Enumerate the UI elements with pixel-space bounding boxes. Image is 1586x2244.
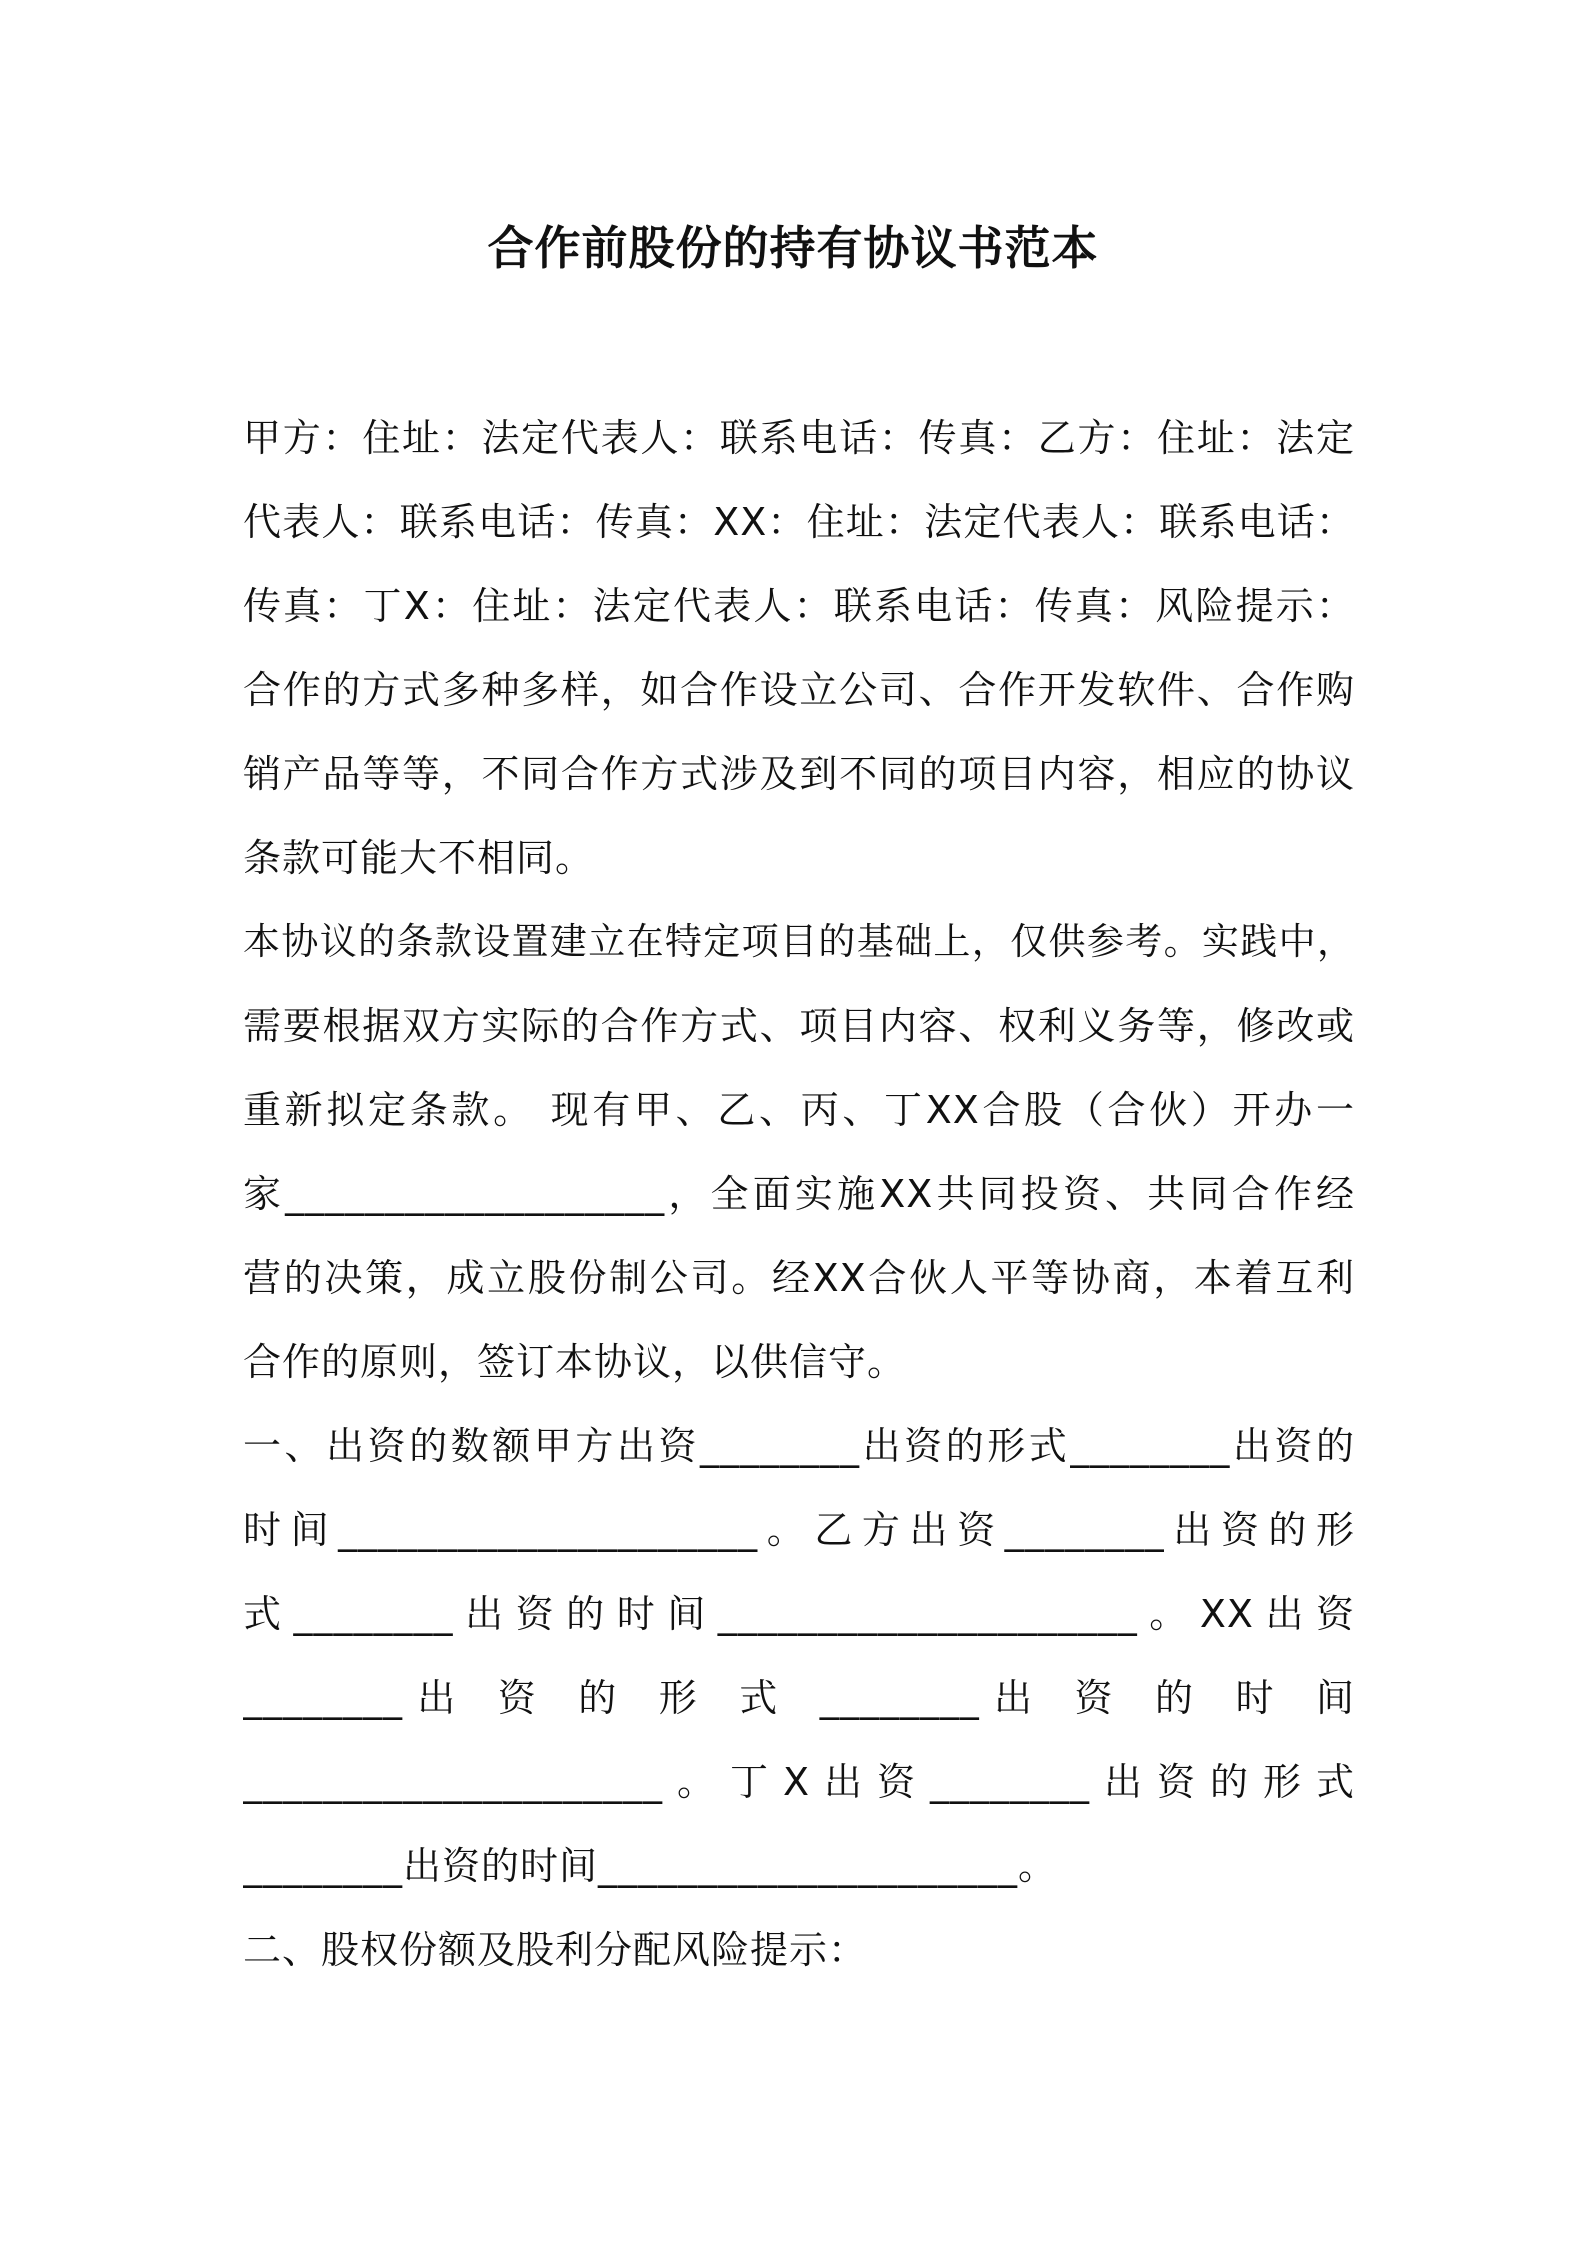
- body-line-1: 甲方：住址：法定代表人：联系电话：传真：乙方：住址：法定: [243, 416, 1355, 460]
- section-heading-2: 二、股权份额及股利分配风险提示：: [243, 1928, 868, 1972]
- body-line-4: 合作的方式多种多样，如合作设立公司、合作开发软件、合作购: [243, 668, 1355, 712]
- body-line-3: 传真：丁X：住址：法定代表人：联系电话：传真：风险提示：: [243, 584, 1355, 628]
- document-title: 合作前股份的持有协议书范本: [487, 221, 1099, 275]
- body-line-8: 需要根据双方实际的合作方式、项目内容、权利义务等，修改或: [243, 1004, 1355, 1048]
- body-line-13: 一、出资的数额甲方出资________出资的形式________出资的: [243, 1424, 1355, 1468]
- body-line-17: _____________________。丁X出资________出资的形式: [243, 1760, 1355, 1804]
- body-line-9: 重新拟定条款。 现有甲、乙、丙、丁XX合股（合伙）开办一: [243, 1088, 1355, 1132]
- body-line-14: 时间_____________________。乙方出资________出资的形: [243, 1508, 1355, 1552]
- body-line-7: 本协议的条款设置建立在特定项目的基础上，仅供参考。实践中，: [243, 920, 1355, 963]
- body-line-16: ________出 资 的 形 式 ________出 资 的 时 间: [243, 1676, 1355, 1720]
- body-line-15: 式________出资的时间_____________________。XX出资: [243, 1592, 1355, 1636]
- body-line-2: 代表人：联系电话：传真：XX：住址：法定代表人：联系电话：: [243, 500, 1355, 544]
- body-line-12: 合作的原则，签订本协议，以供信守。: [243, 1340, 907, 1384]
- body-line-10: 家___________________，全面实施XX共同投资、共同合作经: [243, 1172, 1355, 1216]
- body-line-5: 销产品等等，不同合作方式涉及到不同的项目内容，相应的协议: [243, 752, 1355, 796]
- body-line-6: 条款可能大不相同。: [243, 836, 595, 880]
- body-line-18: ________出资的时间_____________________。: [243, 1844, 1058, 1888]
- body-line-11: 营的决策，成立股份制公司。经XX合伙人平等协商，本着互利: [243, 1256, 1355, 1300]
